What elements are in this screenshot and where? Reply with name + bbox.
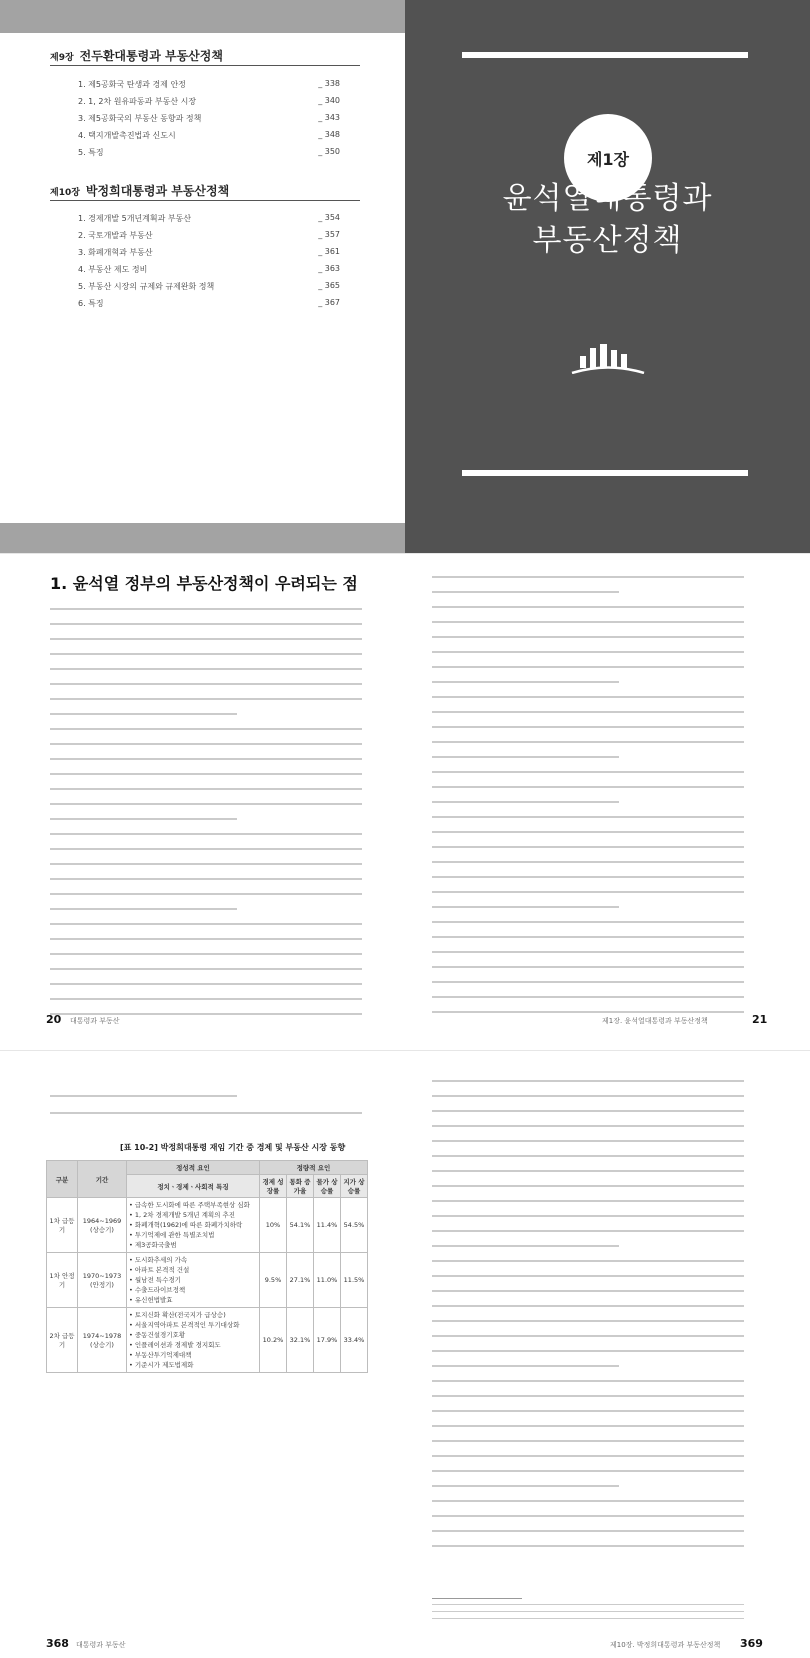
divider-line: [462, 470, 748, 476]
footnote-rule: [432, 1598, 522, 1599]
section-title: 1. 윤석열 정부의 부동산정책이 우려되는 점: [50, 574, 358, 593]
city-buildings-icon: [570, 342, 646, 374]
toc-item[interactable]: 4. 택지개발촉진법과 신도시 _ 348: [78, 130, 340, 140]
toc-chapter-10-heading: [50, 182, 229, 199]
top-gray-band: [0, 0, 405, 33]
toc-rule: [50, 65, 360, 66]
toc-item[interactable]: 1. 제5공화국 탄생과 경제 안정 _ 338: [78, 79, 340, 89]
chapter-title-line1: 윤석열대통령과: [502, 181, 713, 216]
running-footer-right: 제1장. 윤석열대통령과 부동산정책: [602, 1017, 708, 1025]
toc-item[interactable]: 6. 특징 _ 367: [78, 298, 340, 308]
toc-item[interactable]: 3. 제5공화국의 부동산 동향과 정책 _ 343: [78, 113, 340, 123]
toc-rule: [50, 200, 360, 201]
market-trend-table: [46, 1160, 368, 1373]
table-header: 정성적 요인: [127, 1161, 260, 1175]
table-row: 1차 안정기 1970~1973 (안정기) • 도시화추세의 가속 • 아파트 본격적 건설 • 월남전 특수경기 • 수출드라이브정책 • 유신헌법발효 9.5% 27.1% 11.0% 11.5%: [47, 1253, 368, 1308]
spread-separator: [0, 553, 810, 554]
chapter-opener-page: [405, 0, 810, 553]
toc-chapter-9-heading: [50, 47, 223, 64]
divider-line: [462, 52, 748, 58]
toc-item[interactable]: 4. 부동산 제도 정비 _ 363: [78, 264, 340, 274]
page-number-left: 368: [46, 1637, 69, 1650]
table-header: 지가 상승률: [341, 1175, 368, 1198]
table-header: 경제 성장률: [260, 1175, 287, 1198]
body-text-left: [50, 1095, 362, 1110]
spread-separator: [0, 1050, 810, 1051]
page-number-left: 20: [46, 1013, 62, 1026]
table-header: 정치ㆍ경제ㆍ사회적 특징: [127, 1175, 260, 1198]
chapter-title-line2: 부동산정책: [532, 223, 683, 258]
table-header: 통화 증가율: [287, 1175, 314, 1198]
toc-item[interactable]: 5. 특징 _ 350: [78, 147, 340, 157]
table-title: [표 10-2] 박정희대통령 재임 기간 중 경제 및 부동산 시장 동향: [120, 1143, 346, 1152]
body-text-left: [50, 608, 362, 1028]
body-text-right: [432, 1080, 744, 1560]
table-header: 기간: [78, 1161, 127, 1198]
page-number-right: 21: [752, 1013, 768, 1026]
table-row: 1차 급등기 1964~1969 (상승기) • 급속한 도시화에 따른 주택부족현상 심화 • 1, 2차 경제개발 5개년 계획의 추진 • 화폐개혁(1962)에 따른 화폐가치하락 • 투기억제에 관한 특별조치법 • 제3공화국출범 10% 54.1% 11.4% 54.5%: [47, 1198, 368, 1253]
table-header: 구분: [47, 1161, 78, 1198]
toc-chapter-9-title: 전두환대통령과 부동산정책: [79, 49, 223, 63]
bottom-gray-band: [0, 523, 405, 553]
running-footer-left: 대통령과 부동산: [76, 1641, 126, 1649]
toc-chapter-10-number: 제10장: [50, 188, 80, 198]
running-footer-right: 제10장. 박정희대통령과 부동산정책: [610, 1641, 721, 1649]
table-header: 물가 상승률: [314, 1175, 341, 1198]
toc-chapter-9-number: 제9장: [50, 53, 74, 63]
toc-item[interactable]: 2. 1, 2차 원유파동과 부동산 시장 _ 340: [78, 96, 340, 106]
body-text-right: [432, 576, 744, 1026]
body-text-left-cont: [50, 1112, 362, 1127]
chapter-badge: 제1장: [564, 114, 652, 202]
toc-item[interactable]: 1. 경제개발 5개년계획과 부동산 _ 354: [78, 213, 340, 223]
table-row: 2차 급등기 1974~1978 (상승기) • 토지신화 확산(전국지가 급상승) • 서울지역아파트 본격적인 투기대상화 • 중동건설경기호황 • 인플레이션과 경제발 경지회도 • 부동산투기억제대책 • 기준시가 제도법제화 10.2% 32.1% 17.9% 33.4%: [47, 1308, 368, 1373]
table-header: 정량적 요인: [260, 1161, 368, 1175]
footnote-text: [432, 1604, 744, 1625]
running-footer-left: 대통령과 부동산: [70, 1017, 120, 1025]
toc-item[interactable]: 5. 부동산 시장의 규제와 규제완화 정책 _ 365: [78, 281, 340, 291]
toc-item[interactable]: 3. 화폐개혁과 부동산 _ 361: [78, 247, 340, 257]
toc-item[interactable]: 2. 국토개발과 부동산 _ 357: [78, 230, 340, 240]
page-number-right: 369: [740, 1637, 763, 1650]
toc-chapter-10-title: 박정희대통령과 부동산정책: [85, 184, 230, 198]
